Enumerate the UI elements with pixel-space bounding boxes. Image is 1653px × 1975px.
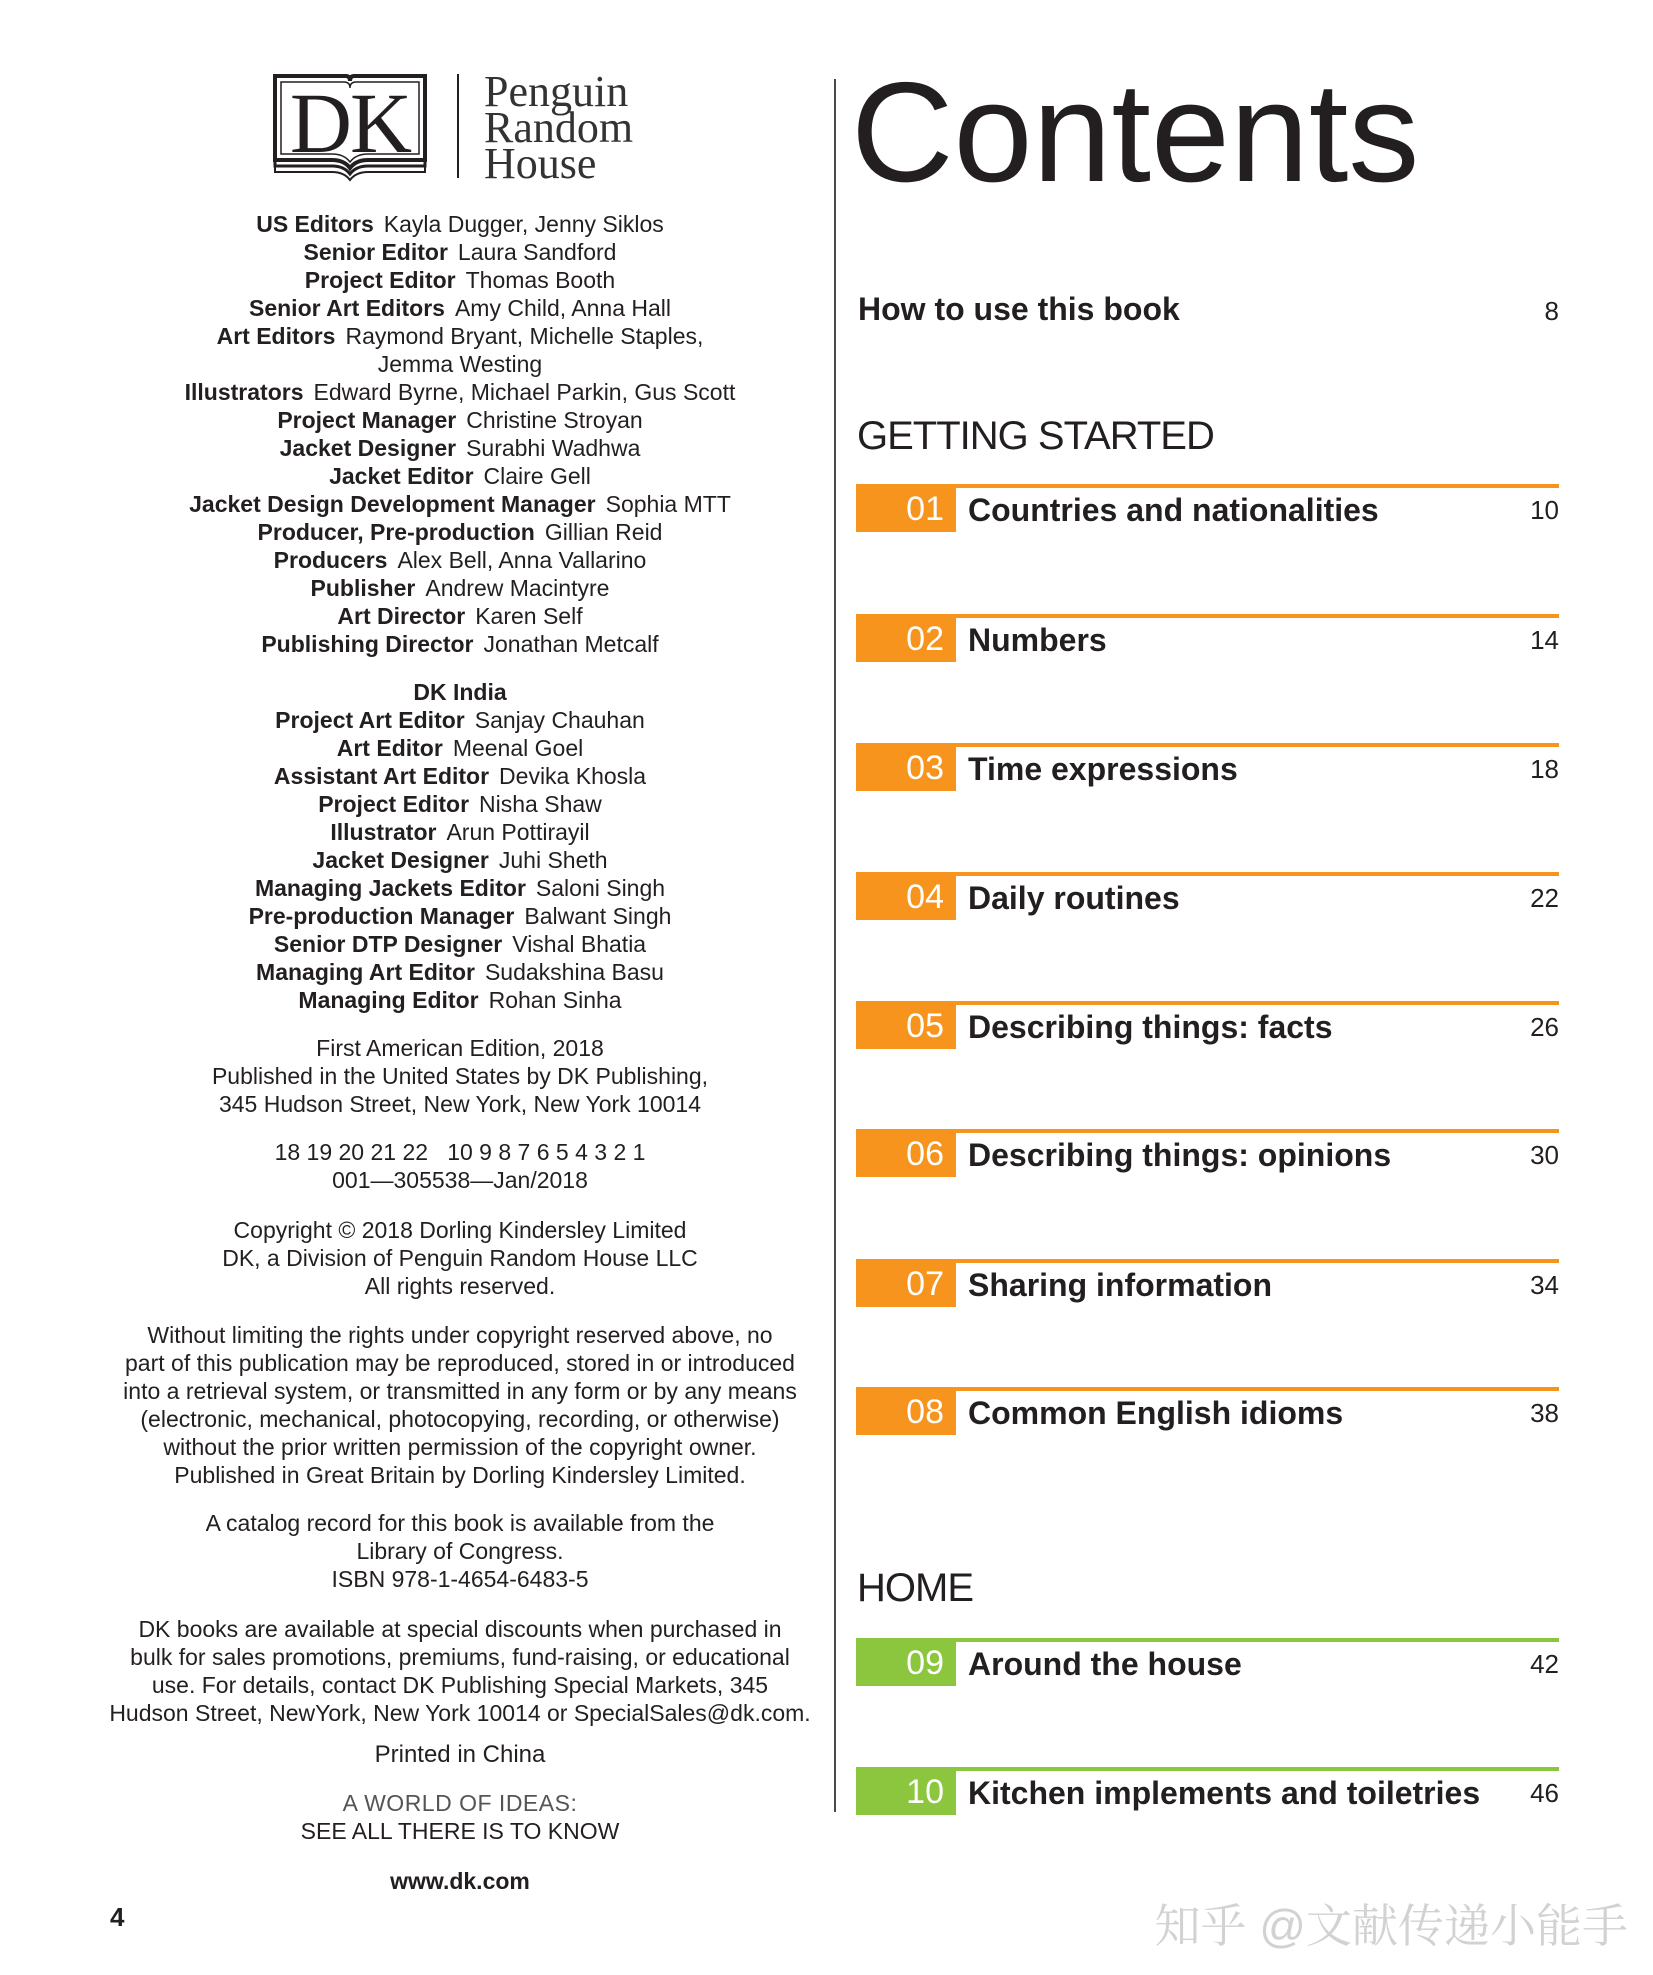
- toc-entry-page: 14: [1530, 625, 1559, 655]
- credit-names: Balwant Singh: [524, 903, 672, 929]
- credit-role: Art Editor: [336, 735, 443, 761]
- rights-line: (electronic, mechanical, photocopying, recording, or otherwise): [140, 1406, 780, 1432]
- credit-names: Devika Khosla: [499, 763, 647, 789]
- website-url: www.dk.com: [390, 1868, 530, 1894]
- credit-names: Jemma Westing: [377, 351, 543, 377]
- url-block: [60, 1867, 860, 1895]
- page-title: Contents: [851, 53, 1420, 212]
- toc-entry-page: 22: [1530, 883, 1559, 913]
- credit-names: Sudakshina Basu: [484, 959, 664, 985]
- credit-line: [60, 790, 860, 818]
- toc-entry: [856, 743, 1559, 795]
- credit-names: Arun Pottirayil: [446, 819, 590, 845]
- publisher-line: Random: [484, 103, 634, 152]
- rights-line: without the prior written permission of the copyright owner.: [163, 1434, 757, 1460]
- credit-line: [60, 630, 860, 658]
- toc-entry-number: 03: [856, 743, 956, 791]
- credit-role: Producers: [273, 547, 388, 573]
- credit-names: Edward Byrne, Michael Parkin, Gus Scott: [313, 379, 736, 405]
- toc-entry-page: 38: [1530, 1398, 1559, 1428]
- toc-entry: [856, 872, 1559, 924]
- credit-line: [60, 378, 860, 406]
- toc-entry-title: Describing things: facts: [968, 1009, 1333, 1045]
- toc-entry-title: Time expressions: [968, 751, 1238, 787]
- credit-names: Laura Sandford: [457, 239, 617, 265]
- credit-role: Assistant Art Editor: [273, 763, 490, 789]
- toc-entry-page: 46: [1530, 1778, 1559, 1808]
- credit-names: Amy Child, Anna Hall: [454, 295, 671, 321]
- india-heading: DK India: [413, 679, 507, 705]
- toc-entry: [856, 1129, 1559, 1181]
- credit-role: Illustrator: [330, 819, 437, 845]
- credit-names: Sanjay Chauhan: [474, 707, 645, 733]
- credit-names: Juhi Sheth: [498, 847, 608, 873]
- credit-line: [60, 210, 860, 238]
- catalog-line: A catalog record for this book is available from the: [205, 1510, 715, 1536]
- credit-line: [60, 322, 860, 350]
- credit-role: Managing Jackets Editor: [254, 875, 526, 901]
- credit-role: Senior Art Editors: [249, 295, 445, 321]
- credit-role: US Editors: [256, 211, 374, 237]
- credit-names: Sophia MTT: [605, 491, 731, 517]
- edition-line: 345 Hudson Street, New York, New York 10014: [218, 1091, 702, 1117]
- toc-entry-number: 06: [856, 1129, 956, 1177]
- toc-entry-rule: [856, 872, 1559, 876]
- toc-entry-title: Describing things: opinions: [968, 1137, 1392, 1173]
- printing-numbers: 18 19 20 21 22 10 9 8 7 6 5 4 3 2 1: [274, 1139, 646, 1165]
- credit-line: [60, 350, 860, 378]
- toc-entry-page: 30: [1530, 1140, 1559, 1170]
- credit-names: Vishal Bhatia: [512, 931, 647, 957]
- credit-role: Producer, Pre-production: [257, 519, 535, 545]
- credits-block: [60, 210, 860, 658]
- toc-entry: [856, 1259, 1559, 1311]
- toc-entry-page: 10: [1530, 495, 1559, 525]
- toc-entry-rule: [856, 614, 1559, 618]
- rights-line: into a retrieval system, or transmitted in any form or by any means: [123, 1378, 797, 1404]
- credit-role: Project Manager: [277, 407, 457, 433]
- column-divider: [834, 79, 836, 1812]
- toc-entry: [856, 614, 1559, 666]
- credit-role: Publishing Director: [261, 631, 474, 657]
- credit-line: [60, 434, 860, 462]
- toc-entry-page: 42: [1530, 1649, 1559, 1679]
- credit-role: Jacket Designer: [312, 847, 489, 873]
- toc-entry-title: Around the house: [968, 1646, 1242, 1682]
- credit-names: Raymond Bryant, Michelle Staples,: [345, 323, 704, 349]
- toc-entry-number: 10: [856, 1767, 956, 1815]
- toc-entry-page: 26: [1530, 1012, 1559, 1042]
- edition-block: [60, 1034, 860, 1118]
- toc-entry-title: Common English idioms: [968, 1395, 1344, 1431]
- credit-role: Project Editor: [304, 267, 456, 293]
- credit-line: [60, 874, 860, 902]
- credit-names: Andrew Macintyre: [425, 575, 610, 601]
- watermark: 知乎 @文献传递小能手: [1154, 1900, 1628, 1952]
- toc-entry: [856, 1767, 1559, 1819]
- copyright-line: DK, a Division of Penguin Random House LLC: [222, 1245, 698, 1271]
- credit-line: [60, 762, 860, 790]
- toc-entry: [856, 1638, 1559, 1690]
- edition-line: First American Edition, 2018: [316, 1035, 604, 1061]
- toc-entry: [856, 1387, 1559, 1439]
- credit-line: [60, 574, 860, 602]
- credit-role: Art Editors: [216, 323, 336, 349]
- toc-entry-title: Kitchen implements and toiletries: [968, 1775, 1481, 1811]
- credit-line: [60, 930, 860, 958]
- catalog-line: Library of Congress.: [356, 1538, 564, 1564]
- special-sales-line: use. For details, contact DK Publishing Special Markets, 345: [151, 1672, 769, 1698]
- credit-line: [60, 846, 860, 874]
- credit-role: Senior DTP Designer: [273, 931, 503, 957]
- credit-names: Saloni Singh: [535, 875, 666, 901]
- credit-names: Nisha Shaw: [479, 791, 602, 817]
- credit-role: Jacket Designer: [279, 435, 457, 461]
- toc-entry-number: 02: [856, 614, 956, 662]
- special-sales-line: DK books are available at special discounts when purchased in: [138, 1616, 782, 1642]
- special-sales-block: [60, 1615, 860, 1727]
- slogan-block: [60, 1789, 860, 1845]
- publisher-wordmark: [484, 67, 634, 188]
- section-heading-home: HOME: [857, 1566, 973, 1610]
- credit-names: Thomas Booth: [465, 267, 616, 293]
- toc-entry-title: Daily routines: [968, 880, 1180, 916]
- toc-entry-number: 01: [856, 484, 956, 532]
- credit-role: Jacket Design Development Manager: [189, 491, 596, 517]
- credit-role: Publisher: [310, 575, 416, 601]
- special-sales-line: Hudson Street, NewYork, New York 10014 or SpecialSales@dk.com.: [109, 1700, 811, 1726]
- edition-line: Published in the United States by DK Publishing,: [211, 1063, 709, 1089]
- credit-role: Managing Art Editor: [256, 959, 475, 985]
- credit-names: Alex Bell, Anna Vallarino: [397, 547, 647, 573]
- credit-names: Jonathan Metcalf: [483, 631, 659, 657]
- toc-intro-title: How to use this book: [858, 291, 1180, 327]
- publisher-line: Penguin: [484, 67, 629, 116]
- copyright-line: Copyright © 2018 Dorling Kindersley Limited: [233, 1217, 687, 1243]
- credit-line: [60, 238, 860, 266]
- credit-role: Project Editor: [318, 791, 470, 817]
- rights-block: [60, 1321, 860, 1489]
- credit-line: [60, 462, 860, 490]
- credit-role: Illustrators: [184, 379, 304, 405]
- credit-role: Managing Editor: [298, 987, 479, 1013]
- credit-line: [60, 902, 860, 930]
- dk-logo: [272, 72, 428, 182]
- toc-intro-page: 8: [1544, 296, 1559, 326]
- credit-role: Jacket Editor: [329, 463, 474, 489]
- toc-entry-number: 08: [856, 1387, 956, 1435]
- toc-entry-title: Countries and nationalities: [968, 492, 1379, 528]
- credit-names: Claire Gell: [483, 463, 591, 489]
- credit-line: [60, 490, 860, 518]
- india-credits-block: [60, 678, 860, 1014]
- toc-entry-title: Numbers: [968, 622, 1107, 658]
- publisher-line: House: [484, 139, 597, 188]
- toc-entry-number: 07: [856, 1259, 956, 1307]
- credit-line: [60, 602, 860, 630]
- credit-names: Gillian Reid: [544, 519, 663, 545]
- catalog-block: [60, 1509, 860, 1593]
- print-code: 001—305538—Jan/2018: [332, 1167, 588, 1193]
- toc-entry: [856, 1001, 1559, 1053]
- slogan-line: A WORLD OF IDEAS:: [342, 1790, 578, 1816]
- credit-role: Senior Editor: [303, 239, 448, 265]
- credit-line: [60, 406, 860, 434]
- toc-intro-entry: [858, 289, 1559, 333]
- credit-names: Rohan Sinha: [488, 987, 622, 1013]
- toc-entry-number: 05: [856, 1001, 956, 1049]
- credit-line: [60, 266, 860, 294]
- special-sales-line: bulk for sales promotions, premiums, fund-raising, or educational: [130, 1644, 790, 1670]
- logo-mark: DK: [289, 75, 411, 171]
- credit-line: [60, 294, 860, 322]
- slogan-line: SEE ALL THERE IS TO KNOW: [300, 1818, 620, 1844]
- credit-line: [60, 986, 860, 1014]
- isbn: ISBN 978-1-4654-6483-5: [331, 1566, 589, 1592]
- credit-names: Karen Self: [475, 603, 583, 629]
- credit-role: Art Director: [337, 603, 466, 629]
- section-heading-getting-started: GETTING STARTED: [857, 414, 1214, 458]
- credit-names: Christine Stroyan: [466, 407, 643, 433]
- toc-entry-title: Sharing information: [968, 1267, 1272, 1303]
- logo-divider: [457, 74, 459, 178]
- credit-names: Surabhi Wadhwa: [466, 435, 641, 461]
- credit-role: Project Art Editor: [275, 707, 465, 733]
- toc-entry-number: 04: [856, 872, 956, 920]
- printed-in: [60, 1741, 860, 1769]
- credit-line: [60, 546, 860, 574]
- credit-line: [60, 706, 860, 734]
- rights-line: part of this publication may be reproduced, stored in or introduced: [125, 1350, 795, 1376]
- toc-entry-page: 18: [1530, 754, 1559, 784]
- credit-line: [60, 818, 860, 846]
- printed-line: Printed in China: [374, 1741, 546, 1768]
- print-line-block: [60, 1138, 860, 1194]
- credit-line: [60, 518, 860, 546]
- credit-line: [60, 958, 860, 986]
- toc-entry: [856, 484, 1559, 536]
- toc-entry-number: 09: [856, 1638, 956, 1686]
- toc-entry-page: 34: [1530, 1270, 1559, 1300]
- page-number: 4: [110, 1902, 125, 1932]
- credit-line: [60, 734, 860, 762]
- credit-names: Meenal Goel: [452, 735, 584, 761]
- rights-line: Published in Great Britain by Dorling Kindersley Limited.: [174, 1462, 746, 1488]
- rights-line: Without limiting the rights under copyright reserved above, no: [147, 1322, 773, 1348]
- copyright-line: All rights reserved.: [364, 1273, 556, 1299]
- credit-role: Pre-production Manager: [248, 903, 515, 929]
- copyright-block: [60, 1216, 860, 1300]
- credit-names: Kayla Dugger, Jenny Siklos: [383, 211, 664, 237]
